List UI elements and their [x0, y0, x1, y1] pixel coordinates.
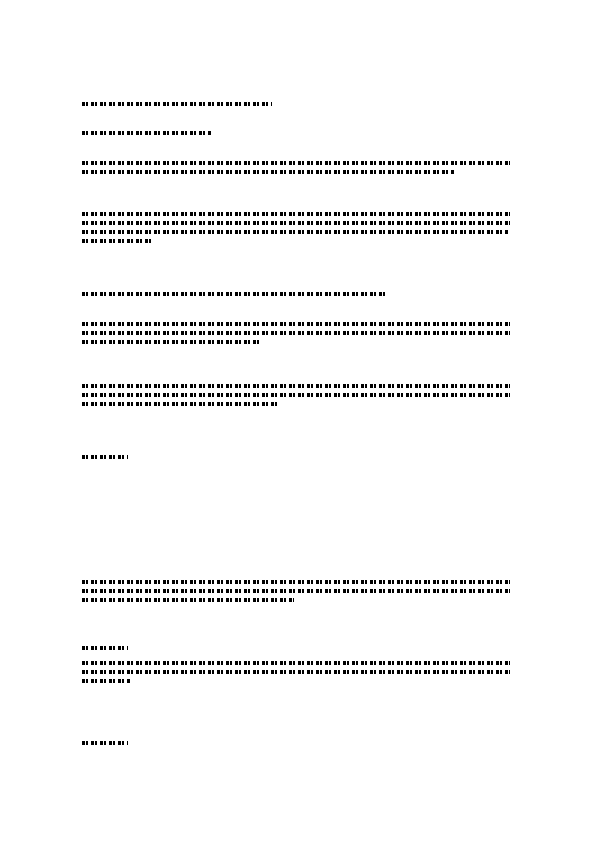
document-subtitle [82, 127, 512, 140]
section-marker-2 [82, 642, 512, 655]
heading-2-glyph-line [82, 292, 512, 296]
subtitle-glyph-line [82, 131, 512, 135]
paragraph-5 [82, 576, 512, 607]
paragraph-5-glyph-lines [82, 580, 512, 602]
paragraph-2-glyph-lines [82, 212, 512, 243]
marker-1-glyph-line [82, 455, 512, 459]
paragraph-2 [82, 208, 512, 248]
section-marker-1 [82, 451, 512, 464]
section-heading-2 [82, 288, 512, 301]
paragraph-3-glyph-lines [82, 322, 512, 344]
paragraph-4 [82, 380, 512, 411]
paragraph-6-glyph-lines [82, 661, 512, 683]
paragraph-1-glyph-lines [82, 161, 512, 174]
paragraph-1 [82, 157, 512, 179]
title-glyph-line [82, 102, 512, 106]
paragraph-4-glyph-lines [82, 384, 512, 406]
section-marker-3 [82, 737, 512, 750]
marker-3-glyph-line [82, 741, 512, 745]
paragraph-6 [82, 657, 512, 688]
paragraph-3 [82, 318, 512, 349]
marker-2-glyph-line [82, 646, 512, 650]
document-title [82, 98, 512, 111]
